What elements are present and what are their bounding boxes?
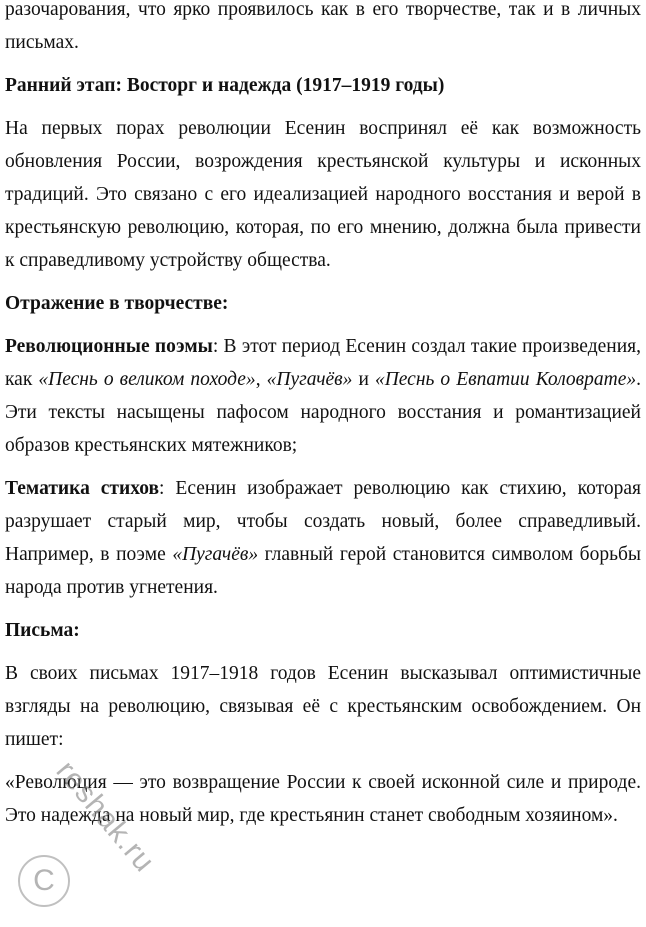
text: : Есенин изображает революцию как стихию, которая разрушает старый мир, чтобы создать новый, более справедливый. Например, в поэме <box>5 478 641 565</box>
copyright-icon: C <box>18 855 70 907</box>
work-title: «Пугачёв» <box>266 369 353 390</box>
letters-paragraph: В своих письмах 1917–1918 годов Есенин высказывал оптимистичные взгляды на революцию, связывая её с крестьянским освобождением. Он пишет: <box>5 663 641 750</box>
watermark-text: reshak.ru <box>49 754 162 879</box>
work-title: «Песнь о Евпатии Коловрате» <box>374 369 637 390</box>
work-title: «Песнь о великом походе» <box>38 369 256 390</box>
intro-paragraph: разочарования, что ярко проявилось как в его творчестве, так и в личных письмах. <box>5 0 641 53</box>
text: и <box>352 369 375 390</box>
themes-paragraph <box>5 472 641 604</box>
section-heading-early-stage: Ранний этап: Восторг и надежда (1917–1919 годы) <box>5 75 445 96</box>
section-heading-creativity: Отражение в творчестве: <box>5 293 229 314</box>
document-page <box>5 0 641 842</box>
text: . Эти тексты насыщены пафосом народного восстания и романтизацией образов крестьянских мятежников; <box>5 369 642 456</box>
work-title: «Пугачёв» <box>172 544 259 565</box>
quote-paragraph: «Революция — это возвращение России к своей исконной силе и природе. Это надежда на новый мир, где крестьянин станет свободным хозяином». <box>5 772 641 826</box>
section-heading-letters: Письма: <box>5 620 80 641</box>
text: , <box>255 369 267 390</box>
text: главный герой становится символом борьбы народа против угнетения. <box>5 544 641 598</box>
early-stage-paragraph: На первых порах революции Есенин воспринял её как возможность обновления России, возрождения крестьянской культуры и исконных традиций. Это связано с его идеализацией народного восстания и верой в крестьянскую революцию, которая, по его мнению, должна была привести к справедливому устройству общества. <box>5 118 641 271</box>
revolutionary-poems-paragraph <box>5 330 641 462</box>
text: : В этот период Есенин создал такие произведения, как <box>5 336 642 390</box>
term: Революционные поэмы <box>5 336 213 357</box>
term: Тематика стихов <box>5 478 160 499</box>
